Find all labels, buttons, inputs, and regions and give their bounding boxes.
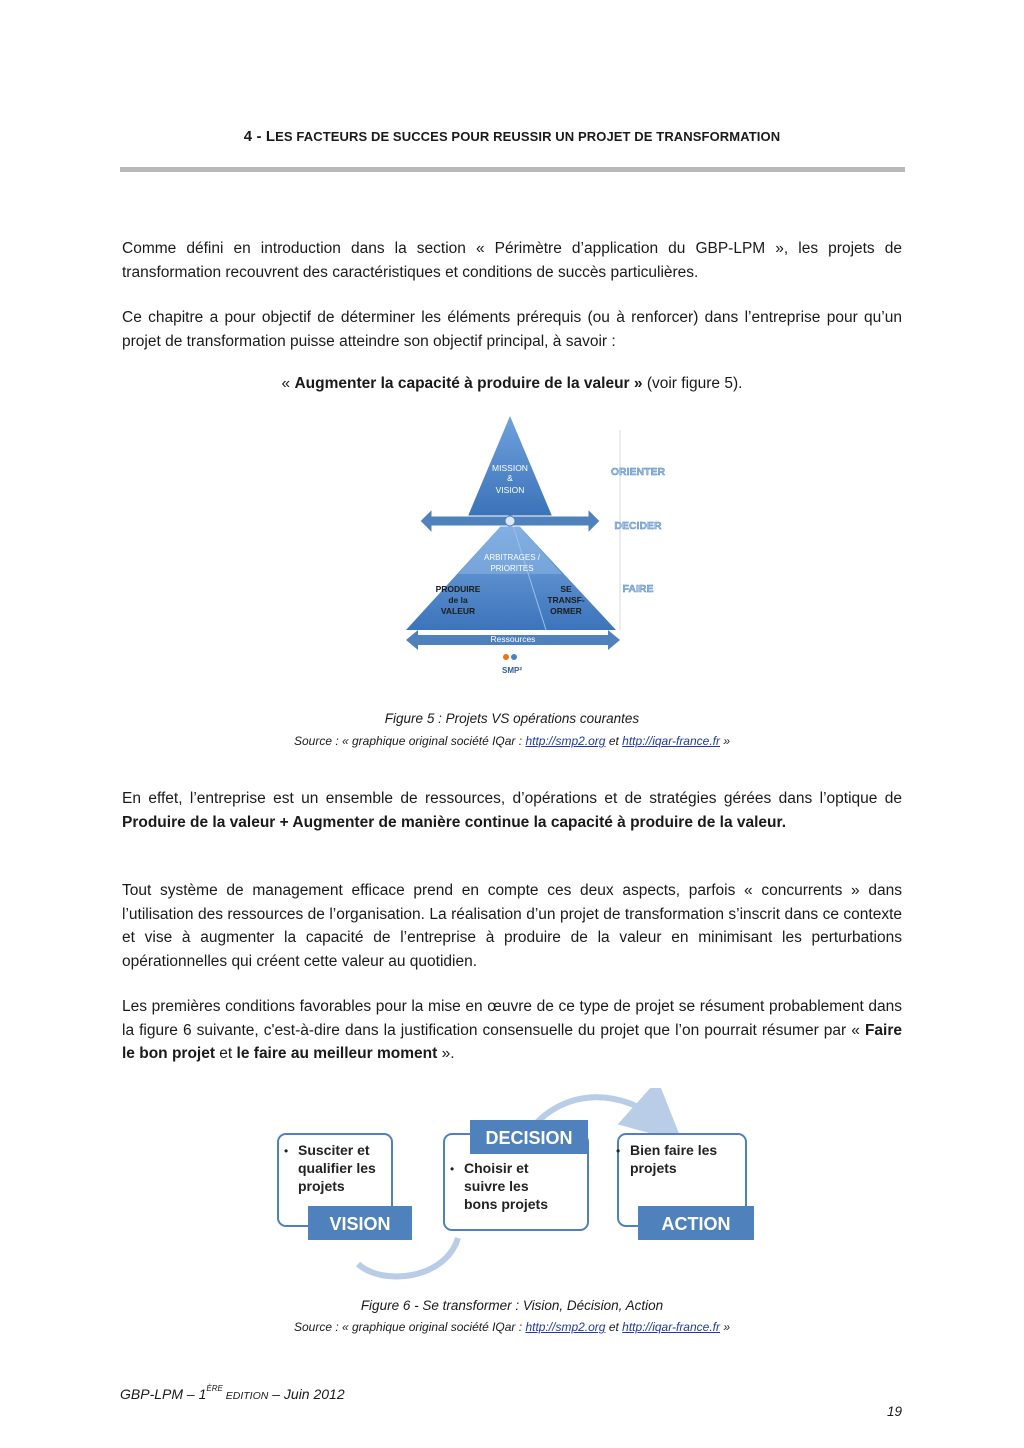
produire-line-3: VALEUR bbox=[440, 606, 476, 616]
ressources-label: Ressources bbox=[490, 634, 536, 644]
footer-prefix: GBP-LPM – 1 bbox=[120, 1386, 207, 1402]
arbitrages-line-1: ARBITRAGES / bbox=[483, 553, 541, 562]
figure-6-source-prefix: Source : « graphique original société IQar : bbox=[293, 1320, 526, 1334]
transformer-line-3: ORMER bbox=[550, 606, 582, 616]
figure-5-caption: Figure 5 : Projets VS opérations courantes bbox=[384, 711, 640, 726]
decider-label: DECIDER bbox=[614, 520, 662, 532]
figure-5-source-suffix: » bbox=[720, 734, 731, 748]
figure-5-link-smp2[interactable]: http://smp2.org bbox=[525, 734, 606, 748]
figure-5-source-mid: et bbox=[605, 734, 623, 748]
footer-edition bbox=[120, 1384, 345, 1402]
figure-6-cycle bbox=[270, 1088, 770, 1280]
footer-superscript: ÈRE bbox=[206, 1384, 223, 1393]
figure-6-link-iqar[interactable]: http://iqar-france.fr bbox=[622, 1320, 720, 1334]
conditions-mid: et bbox=[215, 1045, 237, 1062]
vision-bullet-dot: • bbox=[284, 1144, 289, 1158]
decision-bullet-dot: • bbox=[450, 1162, 455, 1176]
quote-open: « bbox=[281, 375, 295, 392]
figure-6-source-mid: et bbox=[605, 1320, 623, 1334]
figure-5-source bbox=[122, 734, 902, 748]
footer-date: – Juin 2012 bbox=[268, 1386, 345, 1402]
produire-line-2: de la bbox=[448, 595, 468, 605]
decision-text-1: Choisir et bbox=[464, 1160, 529, 1176]
conditions-end: ». bbox=[437, 1045, 455, 1062]
orienter-label: ORIENTER bbox=[610, 466, 666, 478]
transformer-line-1: SE bbox=[560, 584, 572, 594]
figure-6-source-suffix: » bbox=[720, 1320, 731, 1334]
logo-dot-blue bbox=[511, 654, 517, 660]
section-title-initial: L bbox=[265, 128, 276, 145]
footer-edition-word: EDITION bbox=[222, 1390, 269, 1402]
conditions-bold-2: le faire au meilleur moment bbox=[236, 1045, 438, 1062]
paragraph-management: Tout système de management efficace prend en compte ces deux aspects, parfois « concurrents » dans l’utilisation des ressources de l’organisation. La réalisation d’un projet de transformation s’inscrit dans ce contexte et vise à augmenter la capacité de l’entreprise à produire de la valeur en minimisant les perturbations opérationnelles qui créent cette valeur au quotidien. bbox=[122, 882, 902, 970]
logo-dot-orange bbox=[503, 654, 509, 660]
objective-quote bbox=[122, 372, 902, 395]
section-heading bbox=[120, 128, 904, 145]
figure-6-source bbox=[122, 1320, 902, 1334]
conditions-text: Les premières conditions favorables pour la mise en œuvre de ce type de projet se résument probablement dans la figure 6 suivante, c'est-à-dire dans la justification consensuelle du projet que l’on pourrait résumer par « bbox=[122, 998, 902, 1039]
section-title-rest: ES FACTEURS DE SUCCES POUR REUSSIR UN PROJET DE TRANSFORMATION bbox=[275, 129, 781, 144]
vision-text-2: qualifier les bbox=[298, 1160, 376, 1176]
heading-rule bbox=[120, 167, 905, 172]
paragraph-intro: Comme défini en introduction dans la section « Périmètre d’application du GBP-LPM », les projets de transformation recouvrent des caractéristiques et conditions de succès particulières. bbox=[122, 240, 902, 281]
arbitrages-line-2: PRIORITES bbox=[490, 564, 534, 573]
section-number: 4 - bbox=[243, 128, 266, 145]
decision-text-2: suivre les bbox=[464, 1178, 529, 1194]
vision-text-3: projets bbox=[298, 1178, 345, 1194]
vision-label: VISION bbox=[329, 1214, 391, 1234]
produire-line-1: PRODUIRE bbox=[435, 584, 481, 594]
mission-line-1: MISSION bbox=[492, 463, 528, 473]
quote-tail: (voir figure 5). bbox=[642, 375, 743, 392]
enterprise-text: En effet, l’entreprise est un ensemble de ressources, d’opérations et de stratégies gérées dans l’optique de bbox=[122, 790, 902, 807]
figure-5-source-prefix: Source : « graphique original société IQar : bbox=[293, 734, 526, 748]
enterprise-bold: Produire de la valeur + Augmenter de manière continue la capacité à produire de la valeur. bbox=[122, 813, 787, 831]
action-text-1: Bien faire les bbox=[630, 1142, 718, 1158]
pivot-node bbox=[505, 516, 515, 526]
transformer-line-2: TRANSF- bbox=[547, 595, 585, 605]
paragraph-conditions bbox=[122, 995, 902, 1066]
smp2-logo bbox=[502, 654, 522, 675]
action-bullet-dot: • bbox=[616, 1144, 621, 1158]
figure-6-link-smp2[interactable]: http://smp2.org bbox=[525, 1320, 606, 1334]
action-label: ACTION bbox=[661, 1214, 731, 1234]
figure-6-caption: Figure 6 - Se transformer : Vision, Décision, Action bbox=[360, 1298, 664, 1313]
action-text-2: projets bbox=[630, 1160, 677, 1176]
paragraph-objective: Ce chapitre a pour objectif de déterminer les éléments prérequis (ou à renforcer) dans l’entreprise pour qu’un projet de transformation puisse atteindre son objectif principal, à savoir : bbox=[122, 309, 902, 350]
decision-text-3: bons projets bbox=[464, 1196, 549, 1212]
decision-label: DECISION bbox=[485, 1128, 573, 1148]
figure-5-link-iqar[interactable]: http://iqar-france.fr bbox=[622, 734, 720, 748]
conditions-bold-1: Faire le bon projet bbox=[122, 1021, 902, 1062]
vision-to-decision-arrow bbox=[358, 1238, 458, 1277]
mission-line-2: & bbox=[507, 473, 513, 483]
vision-text-1: Susciter et bbox=[298, 1142, 370, 1158]
figure-5-pyramid bbox=[398, 412, 678, 684]
mission-line-3: VISION bbox=[495, 485, 525, 495]
page-number: 19 bbox=[886, 1404, 902, 1419]
faire-label: FAIRE bbox=[622, 583, 654, 595]
quote-bold: Augmenter la capacité à produire de la valeur » bbox=[294, 375, 643, 392]
paragraph-enterprise bbox=[122, 787, 902, 834]
logo-text: SMP² bbox=[502, 666, 522, 675]
